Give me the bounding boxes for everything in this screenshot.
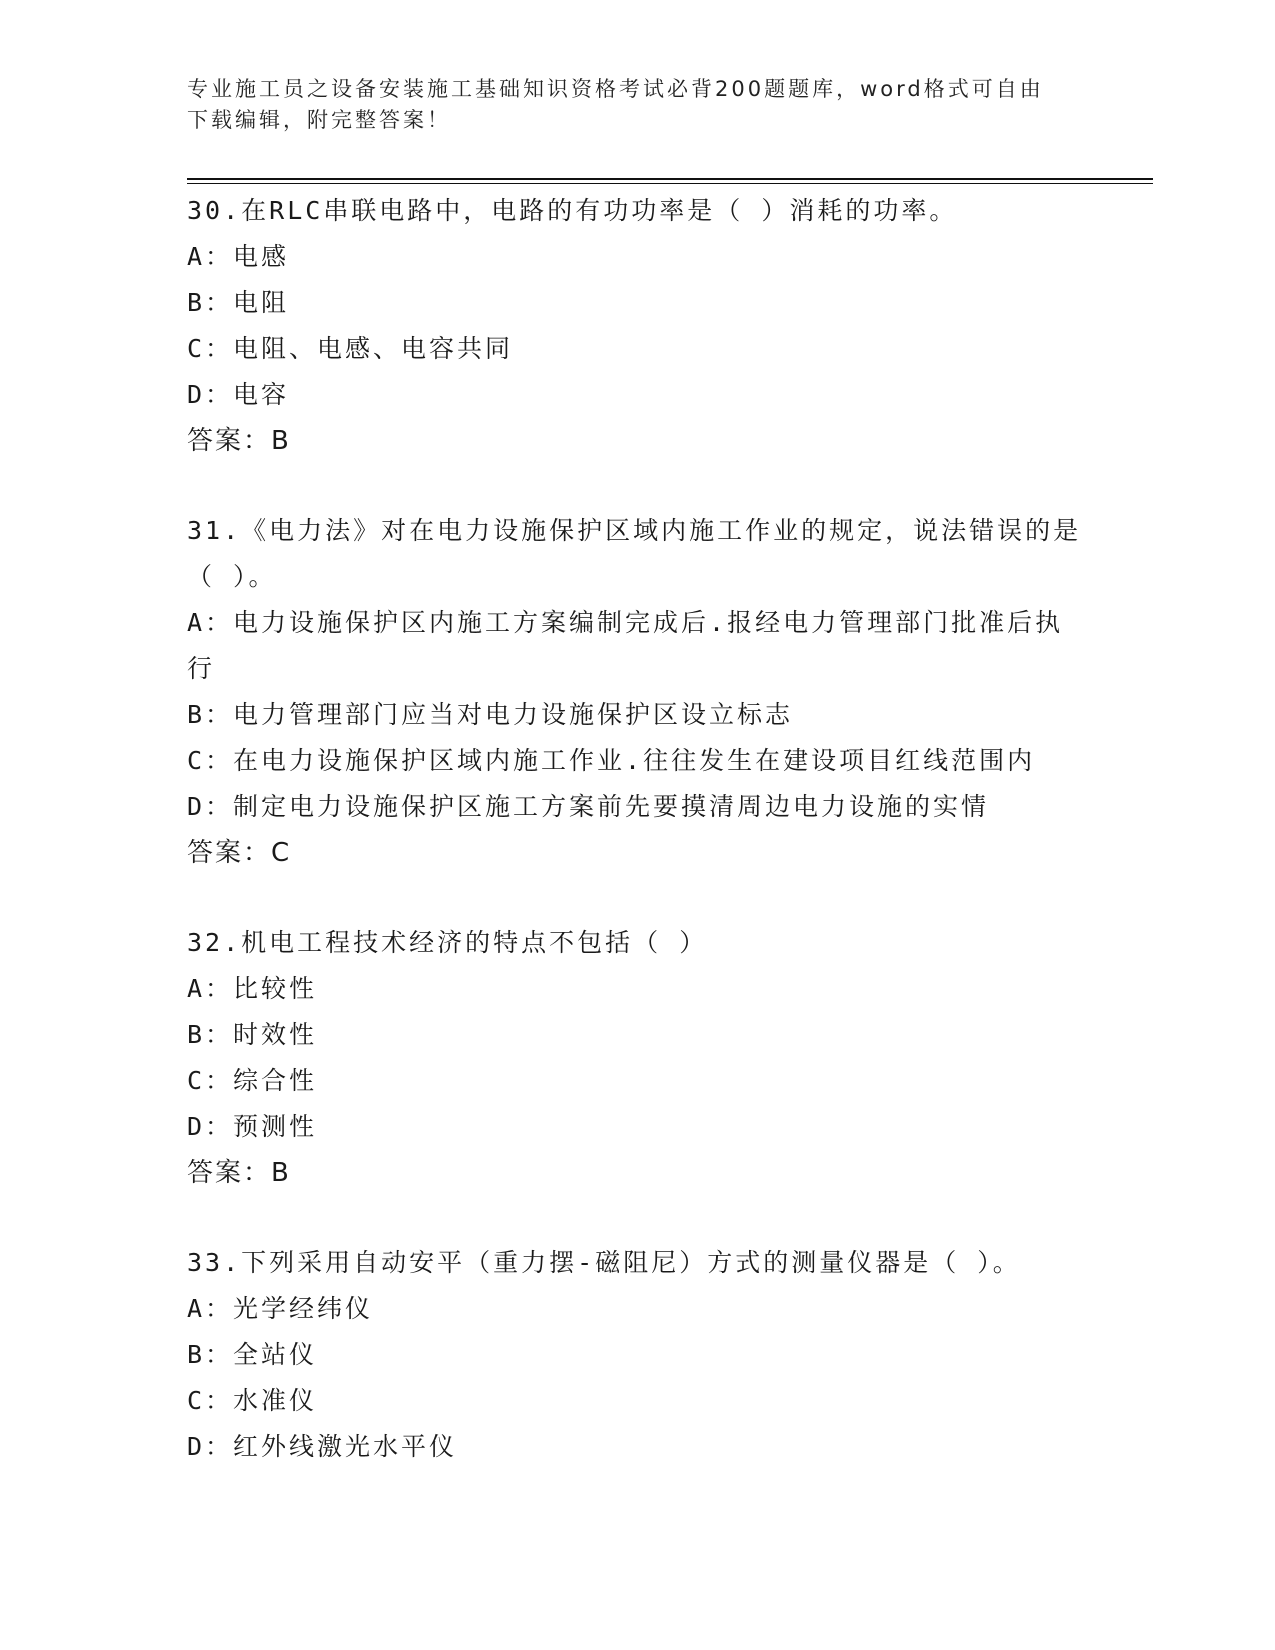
option-c: C：电阻、电感、电容共同 (187, 334, 514, 363)
option-a: A：比较性 (187, 974, 318, 1003)
option-b: B：电阻 (187, 288, 290, 317)
answer (187, 1150, 1087, 1196)
answer (187, 830, 1087, 876)
option-b: B：电力管理部门应当对电力设施保护区设立标志 (187, 700, 794, 729)
answer-label: 答案： (187, 426, 272, 456)
option-d: D：电容 (187, 380, 290, 409)
question-31 (187, 508, 1087, 876)
question-text: 30.在RLC串联电路中，电路的有功功率是（ ）消耗的功率。 (187, 196, 958, 225)
question-list (187, 188, 1087, 1514)
option-a: A：电感 (187, 242, 290, 271)
question-32 (187, 920, 1087, 1196)
document-header (187, 74, 1067, 136)
option-a: A：光学经纬仪 (187, 1294, 374, 1323)
option-b: B：全站仪 (187, 1340, 318, 1369)
answer (187, 418, 1087, 464)
question-30 (187, 188, 1087, 464)
header-divider-thick (187, 178, 1153, 180)
header-line-2: 下载编辑，附完整答案！ (187, 108, 451, 132)
question-text: 31.《电力法》对在电力设施保护区域内施工作业的规定，说法错误的是（ ）。 (187, 516, 1082, 591)
header-divider-thin (187, 183, 1153, 184)
option-d: D：预测性 (187, 1112, 318, 1141)
answer-label: 答案： (187, 1158, 272, 1188)
header-line-1: 专业施工员之设备安装施工基础知识资格考试必背200题题库，word格式可自由 (187, 77, 1044, 101)
question-33 (187, 1240, 1087, 1470)
option-c: C：综合性 (187, 1066, 318, 1095)
option-b: B：时效性 (187, 1020, 318, 1049)
option-a: A：电力设施保护区内施工方案编制完成后.报经电力管理部门批准后执行 (187, 608, 1064, 683)
option-d: D：制定电力设施保护区施工方案前先要摸清周边电力设施的实情 (187, 792, 990, 821)
option-d: D：红外线激光水平仪 (187, 1432, 458, 1461)
answer-value: C (271, 838, 292, 868)
question-text: 32.机电工程技术经济的特点不包括（ ） (187, 928, 708, 957)
option-c: C：水准仪 (187, 1386, 318, 1415)
question-text: 33.下列采用自动安平（重力摆-磁阻尼）方式的测量仪器是（ ）。 (187, 1248, 1021, 1277)
answer-value: B (271, 1158, 291, 1188)
answer-label: 答案： (187, 838, 272, 868)
option-c: C：在电力设施保护区域内施工作业.往往发生在建设项目红线范围内 (187, 746, 1036, 775)
answer-value: B (271, 426, 291, 456)
